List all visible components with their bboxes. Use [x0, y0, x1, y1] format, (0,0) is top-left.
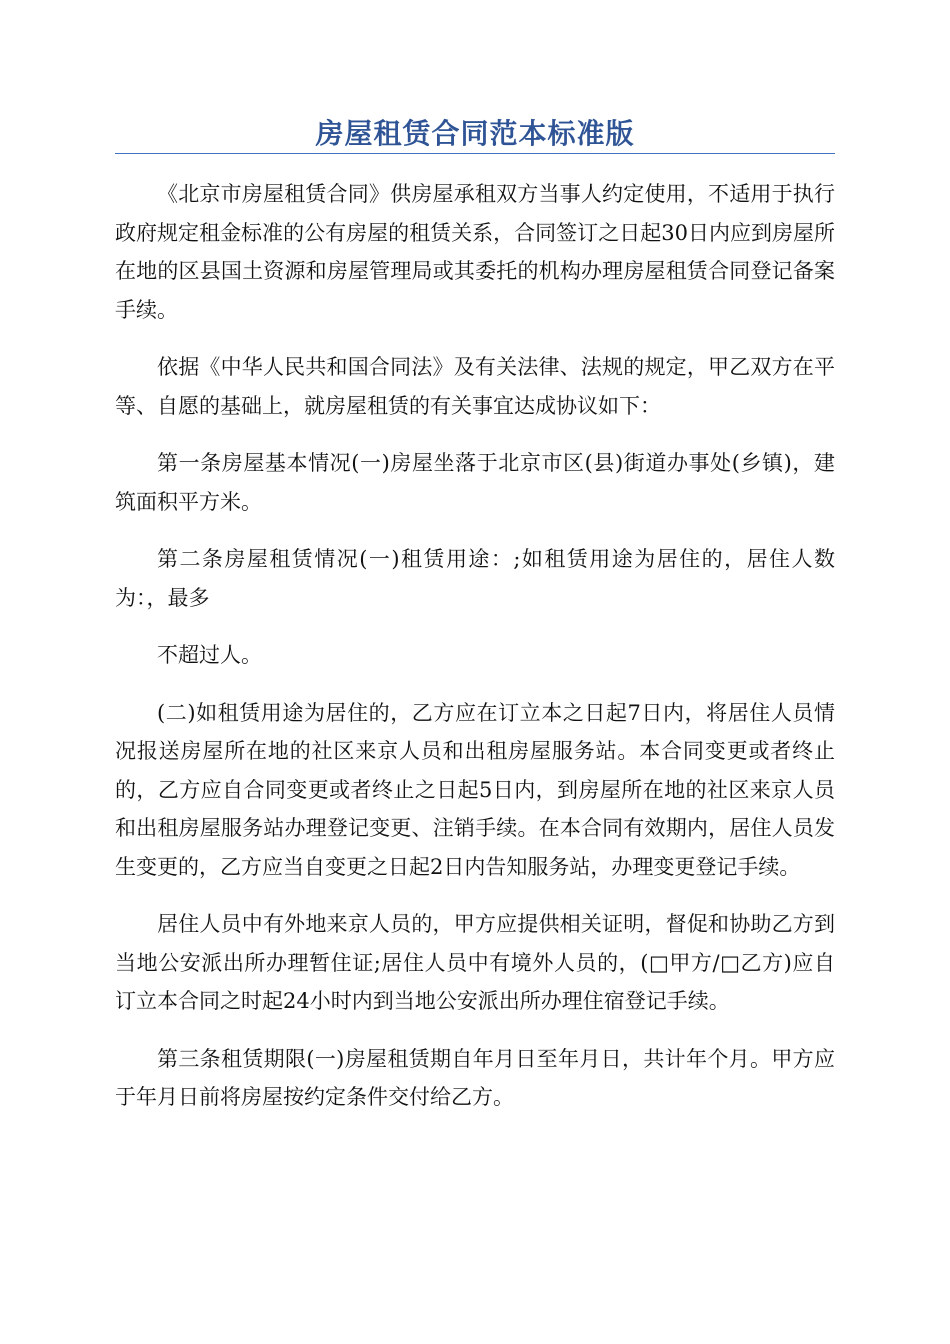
document-title: 房屋租赁合同范本标准版: [315, 117, 635, 150]
paragraph-article-3: 第三条租赁期限(一)房屋租赁期自年月日至年月日，共计年个月。甲方应于年月日前将房屋按约定条件交付给乙方。: [115, 1046, 835, 1109]
paragraph-basis: 依据《中华人民共和国合同法》及有关法律、法规的规定，甲乙双方在平等、自愿的基础上，就房屋租赁的有关事宜达成协议如下：: [115, 355, 835, 418]
paragraph-article-1: 第一条房屋基本情况(一)房屋坐落于北京市区(县)街道办事处(乡镇)，建筑面积平方米。: [115, 451, 835, 514]
paragraph-intro: 《北京市房屋租赁合同》供房屋承租双方当事人约定使用，不适用于执行政府规定租金标准的公有房屋的租赁关系，合同签订之日起30日内应到房屋所在地的区县国土资源和房屋管理局或其委托的机构办理房屋租赁合同登记备案手续。: [115, 182, 835, 322]
paragraph-article-2-item-2: (二)如租赁用途为居住的，乙方应在订立本之日起7日内，将居住人员情况报送房屋所在地的社区来京人员和出租房屋服务站。本合同变更或者终止的，乙方应自合同变更或者终止之日起5日内，到房屋所在地的社区来京人员和出租房屋服务站办理登记变更、注销手续。在本合同有效期内，居住人员发生变更的，乙方应当自变更之日起2日内告知服务站，办理变更登记手续。: [115, 700, 835, 879]
paragraph-article-2: 第二条房屋租赁情况(一)租赁用途：;如租赁用途为居住的，居住人数为：，最多: [115, 547, 835, 610]
paragraph-article-2-limit: 不超过人。: [157, 643, 262, 667]
document-body: [115, 175, 835, 1136]
title-underline: [115, 153, 835, 154]
paragraph-residents: 居住人员中有外地来京人员的，甲方应提供相关证明，督促和协助乙方到当地公安派出所办理暂住证;居住人员中有境外人员的，(□甲方/□乙方)应自订立本合同之时起24小时内到当地公安派出所办理住宿登记手续。: [115, 912, 835, 1013]
